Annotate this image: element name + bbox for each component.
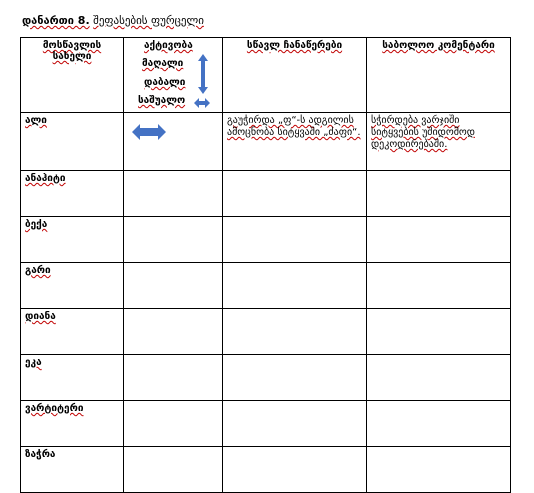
activity-cell <box>124 113 223 171</box>
arrow-up-down-icon <box>198 54 208 94</box>
document-title <box>22 14 204 27</box>
header-final-comment: საბოლოო კომენტარი <box>367 38 511 113</box>
table-row <box>21 113 511 171</box>
activity-cell <box>124 171 223 217</box>
arrow-left-right-icon <box>132 124 166 140</box>
student-name: ვარტიტერი <box>21 401 124 447</box>
activity-label: აქტივობა <box>144 40 193 51</box>
student-name: დიანა <box>21 309 124 355</box>
final-comment-cell <box>367 355 511 401</box>
table-row <box>21 447 511 493</box>
activity-cell <box>124 447 223 493</box>
notes-cell <box>223 217 367 263</box>
notes-cell <box>223 447 367 493</box>
table-row <box>21 171 511 217</box>
activity-cell <box>124 401 223 447</box>
student-name: ბექა <box>21 217 124 263</box>
activity-cell <box>124 217 223 263</box>
activity-cell <box>124 355 223 401</box>
level-low: დაბალი <box>144 77 186 88</box>
table-row <box>21 263 511 309</box>
final-comment-cell: სჭირდება ვარჯიში სიტყვების უშიდომოდ დეკოდირებაში. <box>367 113 511 171</box>
level-medium: საშუალო <box>138 95 186 106</box>
table-row <box>21 309 511 355</box>
student-name: ალი <box>21 113 124 171</box>
sheet-title: შეფასების ფურცელი <box>93 14 204 27</box>
notes-cell <box>223 355 367 401</box>
header-activity <box>124 38 223 113</box>
final-comment-cell <box>367 447 511 493</box>
arrow-left-right-icon <box>194 98 210 108</box>
student-name: ეკა <box>21 355 124 401</box>
activity-cell <box>124 309 223 355</box>
table-row <box>21 217 511 263</box>
assessment-table <box>20 37 511 493</box>
notes-cell <box>223 309 367 355</box>
student-name: ზაჭრა <box>21 447 124 493</box>
header-notes: სწავლ ჩანაწერები <box>223 38 367 113</box>
final-comment-cell <box>367 401 511 447</box>
notes-cell <box>223 401 367 447</box>
table-row <box>21 401 511 447</box>
notes-cell: გაუჭირდა „ფ“-ს ადგილის ამოცნობა სიტყვაში „ძაფი“. <box>223 113 367 171</box>
notes-cell <box>223 171 367 217</box>
final-comment-cell <box>367 263 511 309</box>
final-comment-cell <box>367 217 511 263</box>
notes-cell <box>223 263 367 309</box>
activity-cell <box>124 263 223 309</box>
final-comment-cell <box>367 171 511 217</box>
student-name: გარი <box>21 263 124 309</box>
header-student-name: მოსწავლის სახელი <box>21 38 124 113</box>
header-row <box>21 38 511 113</box>
student-name: ანაჰიტი <box>21 171 124 217</box>
appendix-label: დანართი 8. <box>22 14 90 27</box>
level-high: მაღალი <box>142 58 184 69</box>
final-comment-cell <box>367 309 511 355</box>
table-row <box>21 355 511 401</box>
